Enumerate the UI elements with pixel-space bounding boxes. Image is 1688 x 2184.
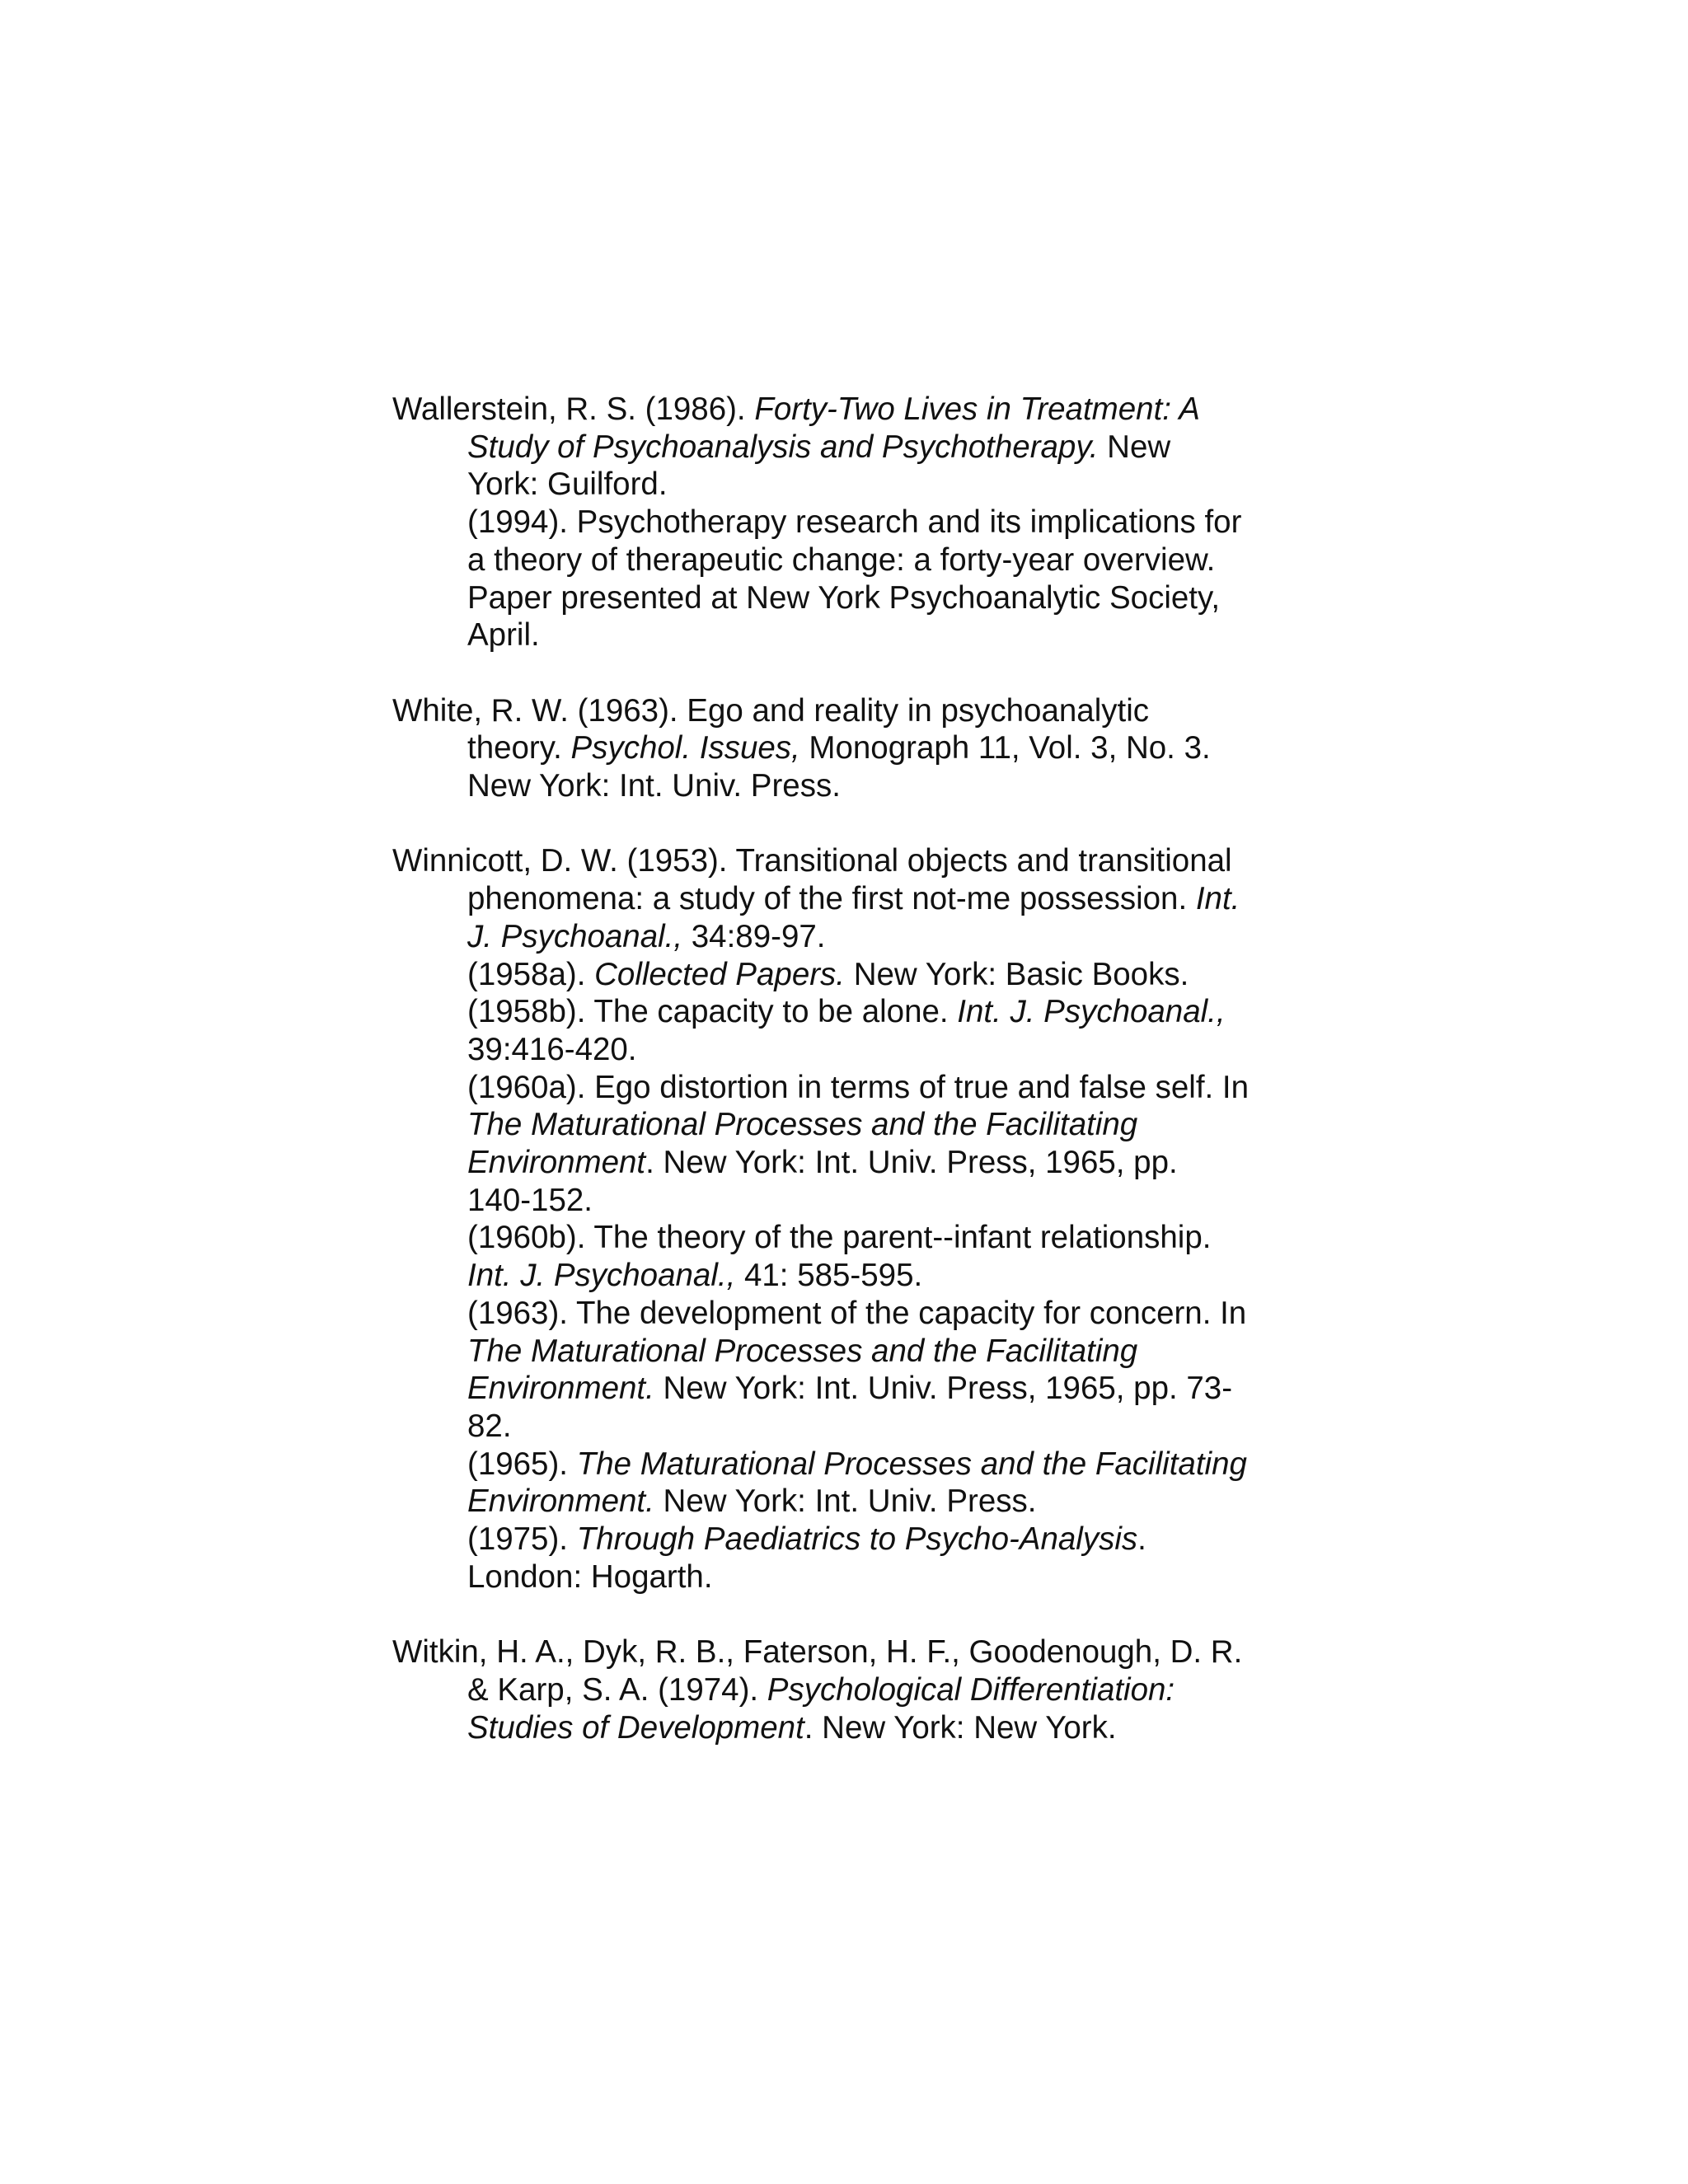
text: London: Hogarth.: [467, 1558, 713, 1595]
text: 140-152.: [467, 1182, 593, 1218]
text: Witkin, H. A., Dyk, R. B., Faterson, H. F., Goodenough, D. R.: [392, 1634, 1243, 1671]
text: (1965).: [467, 1446, 577, 1482]
text: Monograph 11, Vol. 3, No. 3.: [799, 730, 1211, 766]
reference-continuation-line: [392, 541, 1365, 579]
italic-text: J. Psychoanal.,: [467, 918, 683, 954]
text: 34:89-97.: [682, 918, 826, 954]
text: . New York: Int. Univ. Press, 1965, pp.: [645, 1145, 1178, 1181]
reference-continuation-line: [392, 767, 1365, 805]
reference-first-line: [392, 391, 1365, 429]
italic-text: Environment.: [467, 1371, 654, 1407]
italic-text: Environment.: [467, 1483, 654, 1520]
reference-continuation-line: [392, 1558, 1365, 1596]
text: New: [1098, 429, 1171, 465]
text: New York: Int. Univ. Press.: [654, 1483, 1037, 1520]
reference-entry: [392, 391, 1365, 654]
text: 82.: [467, 1408, 512, 1444]
text: . New York: New York.: [804, 1709, 1117, 1746]
italic-text: Environment: [467, 1145, 646, 1181]
reference-first-line: [392, 842, 1365, 880]
reference-continuation-line: [392, 1257, 1365, 1295]
italic-text: Collected Papers.: [594, 956, 845, 992]
reference-first-line: [392, 1633, 1365, 1671]
reference-continuation-line: [392, 1031, 1365, 1069]
reference-continuation-line: [392, 1219, 1365, 1257]
italic-text: Int. J. Psychoanal.,: [467, 1258, 736, 1294]
text: White, R. W. (1963). Ego and reality in psychoanalytic: [392, 692, 1150, 729]
reference-continuation-line: [392, 1709, 1365, 1747]
text: theory.: [467, 730, 571, 766]
reference-continuation-line: [392, 1333, 1365, 1371]
reference-continuation-line: [392, 1144, 1365, 1182]
reference-continuation-line: [392, 504, 1365, 541]
text: New York: Int. Univ. Press, 1965, pp. 73-: [654, 1371, 1233, 1407]
italic-text: Psychol. Issues,: [570, 730, 800, 766]
italic-text: Int.: [1195, 881, 1240, 917]
italic-text: Study of Psychoanalysis and Psychotherapy.: [467, 429, 1099, 465]
text: a theory of therapeutic change: a forty-year overview.: [467, 541, 1216, 578]
text: April.: [467, 617, 540, 654]
reference-continuation-line: [392, 956, 1365, 994]
text: (1960b). The theory of the parent--infant relationship.: [467, 1220, 1212, 1256]
reference-continuation-line: [392, 729, 1365, 767]
reference-continuation-line: [392, 993, 1365, 1031]
text: (1994). Psychotherapy research and its implications for: [467, 504, 1242, 541]
text: York: Guilford.: [467, 466, 668, 503]
text: Winnicott, D. W. (1953). Transitional objects and transitional: [392, 843, 1232, 879]
italic-text: Forty-Two Lives in Treatment: A: [754, 391, 1200, 427]
reference-continuation-line: [392, 1671, 1365, 1709]
reference-continuation-line: [392, 880, 1365, 918]
reference-list: [392, 391, 1365, 1784]
text: New York: Basic Books.: [845, 956, 1189, 992]
text: (1960a). Ego distortion in terms of true and false self. In: [467, 1069, 1250, 1105]
reference-entry: [392, 842, 1365, 1596]
text: 41: 585-595.: [735, 1258, 923, 1294]
text: & Karp, S. A. (1974).: [467, 1671, 767, 1708]
italic-text: Int. J. Psychoanal.,: [957, 994, 1226, 1030]
reference-first-line: [392, 692, 1365, 730]
italic-text: The Maturational Processes and the Facilitating: [467, 1333, 1138, 1369]
reference-continuation-line: [392, 579, 1365, 617]
reference-entry: [392, 1633, 1365, 1746]
text: New York: Int. Univ. Press.: [467, 768, 841, 804]
text: (1963). The development of the capacity for concern. In: [467, 1295, 1247, 1331]
reference-continuation-line: [392, 1295, 1365, 1333]
text: Paper presented at New York Psychoanalytic Society,: [467, 579, 1221, 616]
reference-continuation-line: [392, 1106, 1365, 1144]
italic-text: The Maturational Processes and the Facilitating: [576, 1446, 1247, 1482]
reference-continuation-line: [392, 1408, 1365, 1446]
italic-text: Psychological Differentiation:: [767, 1671, 1175, 1708]
text: (1975).: [467, 1521, 577, 1558]
reference-continuation-line: [392, 1182, 1365, 1220]
reference-continuation-line: [392, 918, 1365, 956]
italic-text: Through Paediatrics to Psycho-Analysis: [576, 1521, 1138, 1558]
text: 39:416-420.: [467, 1031, 637, 1067]
reference-entry: [392, 692, 1365, 805]
italic-text: The Maturational Processes and the Facilitating: [467, 1107, 1138, 1143]
reference-continuation-line: [392, 1370, 1365, 1408]
reference-continuation-line: [392, 1521, 1365, 1558]
reference-continuation-line: [392, 1069, 1365, 1107]
reference-continuation-line: [392, 616, 1365, 654]
text: .: [1137, 1521, 1146, 1558]
reference-continuation-line: [392, 1446, 1365, 1483]
reference-continuation-line: [392, 1483, 1365, 1521]
text: Wallerstein, R. S. (1986).: [392, 391, 755, 427]
text: (1958b). The capacity to be alone.: [467, 994, 958, 1030]
text: (1958a).: [467, 956, 595, 992]
reference-continuation-line: [392, 466, 1365, 504]
reference-continuation-line: [392, 429, 1365, 466]
italic-text: Studies of Development: [467, 1709, 804, 1746]
text: phenomena: a study of the first not-me possession.: [467, 881, 1196, 917]
